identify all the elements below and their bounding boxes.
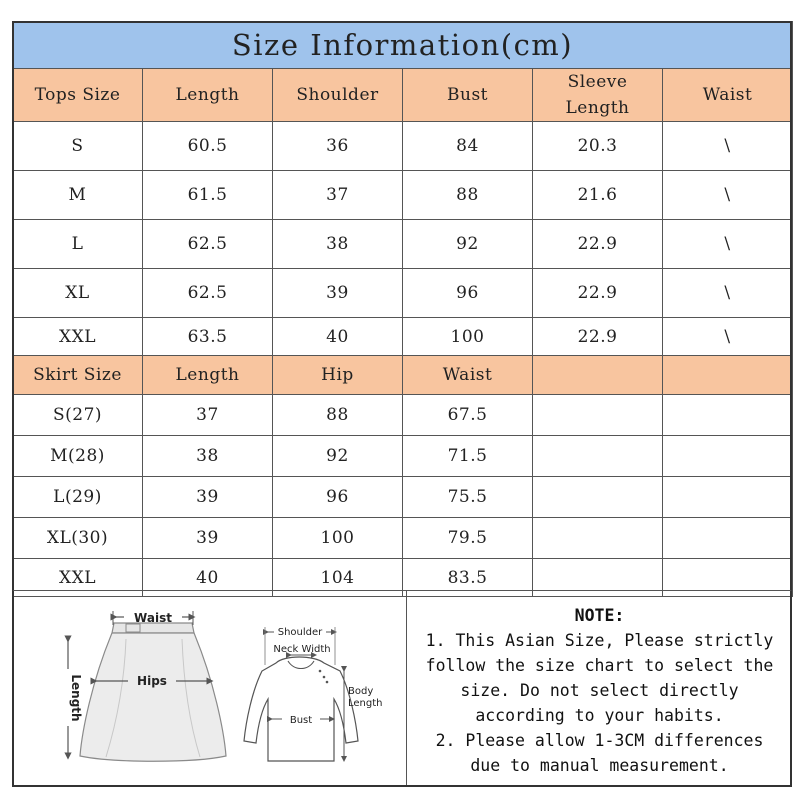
body-length-label-line2: Length: [348, 698, 383, 709]
tops-cell: S: [13, 122, 143, 171]
skirt-header-waist: Waist: [403, 356, 533, 395]
tops-cell: 92: [403, 220, 533, 269]
skirt-cell: 96: [273, 477, 403, 518]
tops-cell: 22.9: [533, 220, 663, 269]
skirt-cell: 104: [273, 559, 403, 597]
note-line: size. Do not select directly: [460, 681, 739, 700]
tops-cell: 40: [273, 318, 403, 356]
waist-label: Waist: [134, 611, 172, 625]
size-table-title: Size Information(cm): [13, 22, 793, 69]
tops-cell: 38: [273, 220, 403, 269]
info-panel: [12, 590, 792, 787]
tops-cell: L: [13, 220, 143, 269]
length-label: Length: [69, 674, 83, 722]
tops-cell: M: [13, 171, 143, 220]
skirt-cell: 100: [273, 518, 403, 559]
skirt-cell: 39: [143, 477, 273, 518]
tops-cell: 36: [273, 122, 403, 171]
tops-cell: 63.5: [143, 318, 273, 356]
skirt-cell: XXL: [13, 559, 143, 597]
skirt-cell: XL(30): [13, 518, 143, 559]
tops-cell: \: [663, 269, 793, 318]
tops-header-bust: Bust: [403, 69, 533, 122]
skirt-cell: 38: [143, 436, 273, 477]
body-length-label-line1: Body: [348, 686, 374, 697]
tops-cell: 62.5: [143, 269, 273, 318]
tops-cell: 100: [403, 318, 533, 356]
tops-cell: 39: [273, 269, 403, 318]
note-block: [407, 603, 792, 778]
tops-cell: 21.6: [533, 171, 663, 220]
tops-cell: 22.9: [533, 269, 663, 318]
top-illustration: [244, 657, 358, 761]
tops-cell: 84: [403, 122, 533, 171]
note-line: due to manual measurement.: [470, 756, 729, 775]
tops-header-sleeve-line2: Length: [565, 98, 630, 118]
skirt-cell: M(28): [13, 436, 143, 477]
tops-cell: 20.3: [533, 122, 663, 171]
skirt-cell: 88: [273, 395, 403, 436]
skirt-cell: 75.5: [403, 477, 533, 518]
skirt-cell: 83.5: [403, 559, 533, 597]
tops-cell: 62.5: [143, 220, 273, 269]
note-line: according to your habits.: [475, 706, 724, 725]
tops-header-length: Length: [143, 69, 273, 122]
skirt-header-length: Length: [143, 356, 273, 395]
measurement-diagram: [14, 591, 406, 785]
note-line: follow the size chart to select the: [425, 656, 774, 675]
tops-cell: 88: [403, 171, 533, 220]
skirt-header-hip: Hip: [273, 356, 403, 395]
hips-label: Hips: [137, 674, 167, 688]
tops-header-size: Tops Size: [13, 69, 143, 122]
tops-cell: 22.9: [533, 318, 663, 356]
note-title: NOTE:: [574, 606, 625, 625]
skirt-cell: 79.5: [403, 518, 533, 559]
tops-header-shoulder: Shoulder: [273, 69, 403, 122]
tops-cell: \: [663, 122, 793, 171]
skirt-header-size: Skirt Size: [13, 356, 143, 395]
tops-cell: \: [663, 220, 793, 269]
tops-cell: 61.5: [143, 171, 273, 220]
tops-cell: XL: [13, 269, 143, 318]
note-line: 2. Please allow 1-3CM differences: [435, 731, 764, 750]
bust-label: Bust: [289, 715, 313, 726]
skirt-cell: L(29): [13, 477, 143, 518]
skirt-cell: 71.5: [403, 436, 533, 477]
tops-cell: \: [663, 171, 793, 220]
tops-cell: XXL: [13, 318, 143, 356]
note-line: 1. This Asian Size, Please strictly: [425, 631, 774, 650]
measurement-illustration: [14, 591, 406, 786]
skirt-cell: S(27): [13, 395, 143, 436]
skirt-cell: 40: [143, 559, 273, 597]
skirt-cell: 37: [143, 395, 273, 436]
neck-width-label: Neck Width: [273, 644, 331, 655]
skirt-cell: 67.5: [403, 395, 533, 436]
tops-cell: \: [663, 318, 793, 356]
shoulder-label: Shoulder: [277, 627, 323, 638]
skirt-illustration: [80, 623, 226, 761]
skirt-cell: 92: [273, 436, 403, 477]
tops-cell: 37: [273, 171, 403, 220]
tops-cell: 96: [403, 269, 533, 318]
tops-header-sleeve-line1: Sleeve: [567, 72, 628, 92]
skirt-cell: 39: [143, 518, 273, 559]
tops-cell: 60.5: [143, 122, 273, 171]
tops-header-waist: Waist: [663, 69, 793, 122]
